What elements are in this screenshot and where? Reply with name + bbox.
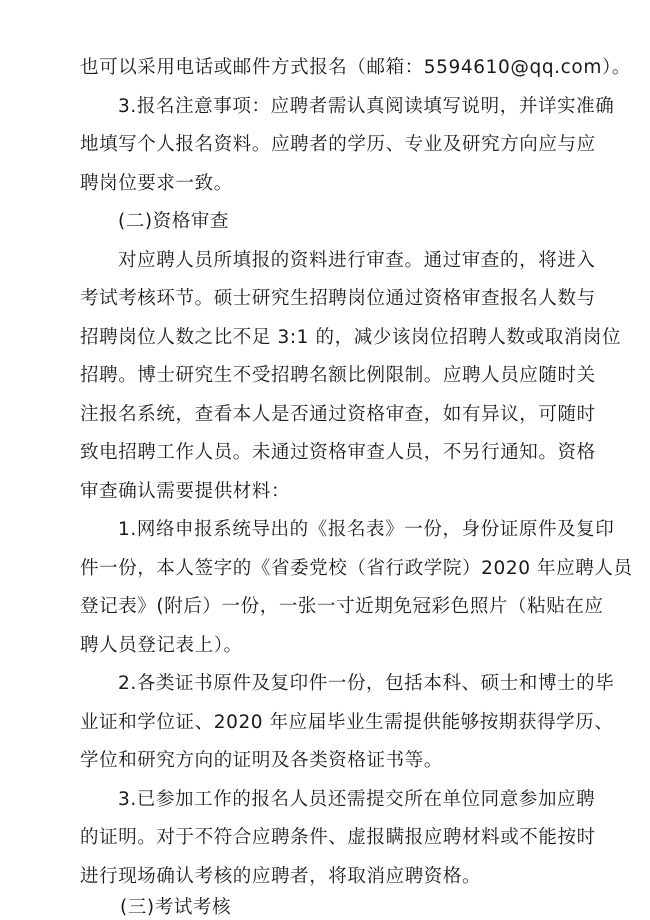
text-line: 招聘。博士研究生不受招聘名额比例限制。应聘人员应随时关 bbox=[80, 365, 596, 386]
section-heading: (三)考试考核 bbox=[120, 897, 232, 918]
text-line: 聘岗位要求一致。 bbox=[80, 173, 233, 194]
text-line: 件一份，本人签字的《省委党校（省行政学院）2020 年应聘人员 bbox=[80, 558, 633, 579]
text-line: 聘人员登记表上）。 bbox=[80, 635, 243, 656]
text-line: 1.网络申报系统导出的《报名表》一份，身份证原件及复印 bbox=[118, 519, 615, 540]
text-line: 2.各类证书原件及复印件一份，包括本科、硕士和博士的毕 bbox=[118, 673, 615, 694]
text-line: 对应聘人员所填报的资料进行审查。通过审查的，将进入 bbox=[118, 250, 596, 271]
text-line: 致电招聘工作人员。未通过资格审查人员，不另行通知。资格 bbox=[80, 442, 596, 463]
text-line: 也可以采用电话或邮件方式报名（邮箱：5594610@qq.com）。 bbox=[80, 57, 631, 78]
section-heading: (二)资格审查 bbox=[118, 211, 230, 232]
text-line: 审查确认需要提供材料： bbox=[80, 481, 291, 502]
text-line: 的证明。对于不符合应聘条件、虚报瞒报应聘材料或不能按时 bbox=[80, 827, 596, 848]
text-line: 登记表》(附后）一份，一张一寸近期免冠彩色照片（粘贴在应 bbox=[80, 596, 604, 617]
text-line: 3.报名注意事项：应聘者需认真阅读填写说明，并详实准确 bbox=[118, 96, 615, 117]
text-line: 注报名系统，查看本人是否通过资格审查，如有异议，可随时 bbox=[80, 404, 596, 425]
text-line: 业证和学位证、2020 年应届毕业生需提供能够按期获得学历、 bbox=[80, 712, 614, 733]
text-line: 地填写个人报名资料。应聘者的学历、专业及研究方向应与应 bbox=[80, 134, 596, 155]
text-line: 考试考核环节。硕士研究生招聘岗位通过资格审查报名人数与 bbox=[80, 288, 596, 309]
text-line: 进行现场确认考核的应聘者，将取消应聘资格。 bbox=[80, 866, 482, 887]
text-line: 3.已参加工作的报名人员还需提交所在单位同意参加应聘 bbox=[118, 789, 596, 810]
text-line: 招聘岗位人数之比不足 3:1 的，减少该岗位招聘人数或取消岗位 bbox=[80, 327, 622, 348]
text-line: 学位和研究方向的证明及各类资格证书等。 bbox=[80, 750, 443, 771]
